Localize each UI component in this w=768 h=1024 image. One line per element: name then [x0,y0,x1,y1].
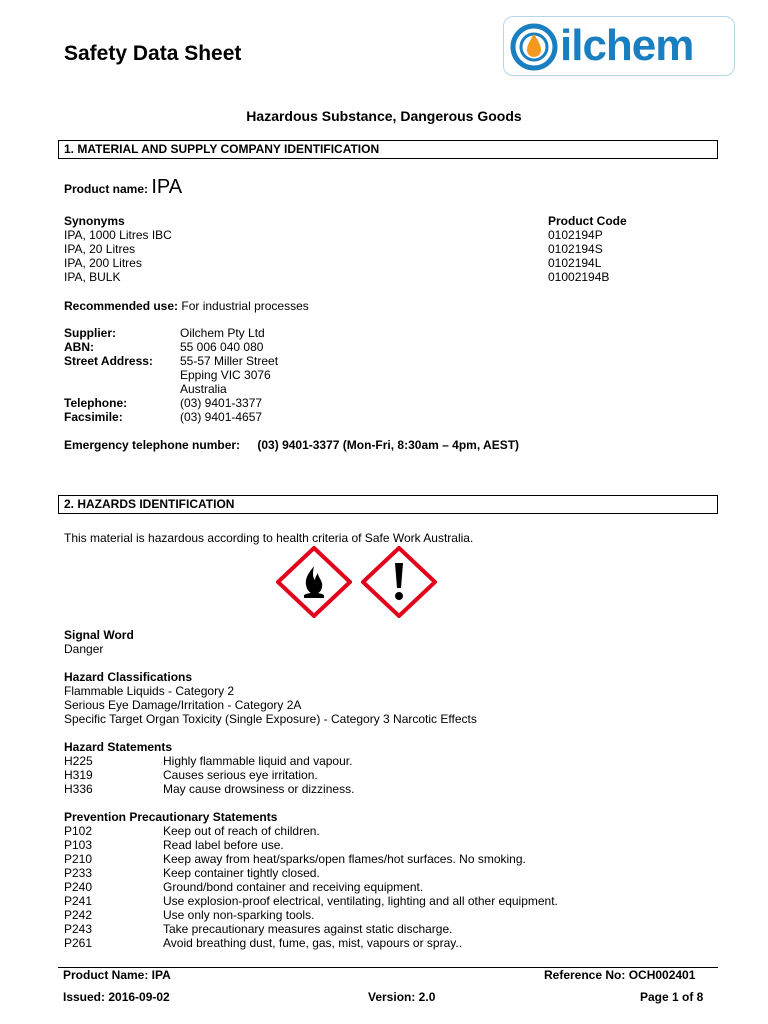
hazard-classifications-label: Hazard Classifications [64,670,193,684]
telephone-label: Telephone: [64,396,128,410]
ghs-pictograms [276,546,438,618]
prevention-row [64,894,724,908]
prevention-code: P261 [64,936,93,950]
prevention-statements-list [64,824,724,950]
prevention-row [64,922,724,936]
synonym-item: IPA, 20 Litres [64,242,136,256]
product-code-item: 0102194S [548,242,603,256]
statement-code: H319 [64,768,93,782]
prevention-code: P240 [64,880,93,894]
prevention-row [64,852,724,866]
prevention-code: P233 [64,866,93,880]
flame-icon [276,546,352,618]
prevention-text: Keep container tightly closed. [163,866,320,880]
prevention-code: P242 [64,908,93,922]
prevention-row [64,880,724,894]
logo-drop-icon [510,23,558,71]
statement-code: H225 [64,754,93,768]
document-title: Safety Data Sheet [64,42,242,65]
synonym-item: IPA, BULK [64,270,121,284]
prevention-row [64,936,724,950]
prevention-row [64,866,724,880]
statement-text: Causes serious eye irritation. [163,768,318,782]
footer-issued: Issued: 2016-09-02 [63,990,170,1004]
street-line: 55-57 Miller Street [180,354,279,368]
classification-item: Flammable Liquids - Category 2 [64,684,235,698]
synonym-item: IPA, 1000 Litres IBC [64,228,172,242]
product-name-row [64,176,182,198]
recommended-use-row [64,299,309,313]
supplier-value: Oilchem Pty Ltd [180,326,265,340]
emergency-value: (03) 9401-3377 (Mon-Fri, 8:30am – 4pm, AEST) [257,438,520,452]
prevention-row [64,824,724,838]
hazard-classifications-list [64,684,477,726]
prevention-text: Keep away from heat/sparks/open flames/hot surfaces. No smoking. [163,852,526,866]
supplier-label: Supplier: [64,326,117,340]
abn-value: 55 006 040 080 [180,340,264,354]
street-address-label: Street Address: [64,354,153,368]
statement-text: May cause drowsiness or dizziness. [163,782,355,796]
spacer [64,382,180,396]
classification-item: Serious Eye Damage/Irritation - Category 2A [64,698,302,712]
statement-code: H336 [64,782,93,796]
prevention-text: Keep out of reach of children. [163,824,320,838]
prevention-code: P210 [64,852,93,866]
telephone-value: (03) 9401-3377 [180,396,263,410]
prevention-code: P241 [64,894,93,908]
emergency-row [64,438,519,452]
prevention-text: Use explosion-proof electrical, ventilating, lighting and all other equipment. [163,894,558,908]
supplier-details [64,326,278,424]
section-1-heading: 1. MATERIAL AND SUPPLY COMPANY IDENTIFICATION [58,140,718,159]
statement-row [64,782,724,796]
signal-word-value: Danger [64,642,104,656]
footer-product-name: Product Name: IPA [63,968,171,982]
product-code-list [548,228,609,284]
section-2-heading: 2. HAZARDS IDENTIFICATION [58,495,718,514]
abn-label: ABN: [64,340,94,354]
product-code-label: Product Code [548,214,627,228]
prevention-row [64,908,724,922]
prevention-code: P243 [64,922,93,936]
prevention-statements-label: Prevention Precautionary Statements [64,810,278,824]
street-line: Australia [180,382,227,396]
emergency-label: Emergency telephone number: [64,438,241,452]
hazard-intro: This material is hazardous according to health criteria of Safe Work Australia. [64,531,474,545]
classification-item: Specific Target Organ Toxicity (Single Exposure) - Category 3 Narcotic Effects [64,712,477,726]
prevention-code: P102 [64,824,93,838]
product-name-value: IPA [151,176,183,198]
product-code-item: 0102194L [548,256,602,270]
recommended-use-label: Recommended use: [64,299,179,313]
prevention-text: Avoid breathing dust, fume, gas, mist, vapours or spray.. [163,936,463,950]
facsimile-label: Facsimile: [64,410,123,424]
synonyms-list [64,228,172,284]
prevention-text: Take precautionary measures against static discharge. [163,922,453,936]
footer-version: Version: 2.0 [368,990,436,1004]
footer-reference: Reference No: OCH002401 [544,968,696,982]
product-code-item: 01002194B [548,270,610,284]
signal-word-label: Signal Word [64,628,134,642]
spacer [64,368,180,382]
synonym-item: IPA, 200 Litres [64,256,142,270]
facsimile-value: (03) 9401-4657 [180,410,263,424]
statement-text: Highly flammable liquid and vapour. [163,754,353,768]
footer-page-number: Page 1 of 8 [640,990,704,1004]
hazard-statements-label: Hazard Statements [64,740,173,754]
synonyms-label: Synonyms [64,214,125,228]
exclamation-icon [361,546,437,618]
recommended-use-value: For industrial processes [181,299,309,313]
product-code-item: 0102194P [548,228,603,242]
statement-row [64,754,724,768]
statement-row [64,768,724,782]
product-name-label: Product name: [64,182,149,196]
hazard-statements-list [64,754,724,796]
prevention-code: P103 [64,838,93,852]
prevention-text: Ground/bond container and receiving equipment. [163,880,424,894]
document-subtitle: Hazardous Substance, Dangerous Goods [246,108,522,124]
oilchem-logo [503,16,735,76]
street-line: Epping VIC 3076 [180,368,271,382]
prevention-text: Read label before use. [163,838,284,852]
prevention-text: Use only non-sparking tools. [163,908,315,922]
prevention-row [64,838,724,852]
logo-wordmark: ilchem [560,21,694,70]
